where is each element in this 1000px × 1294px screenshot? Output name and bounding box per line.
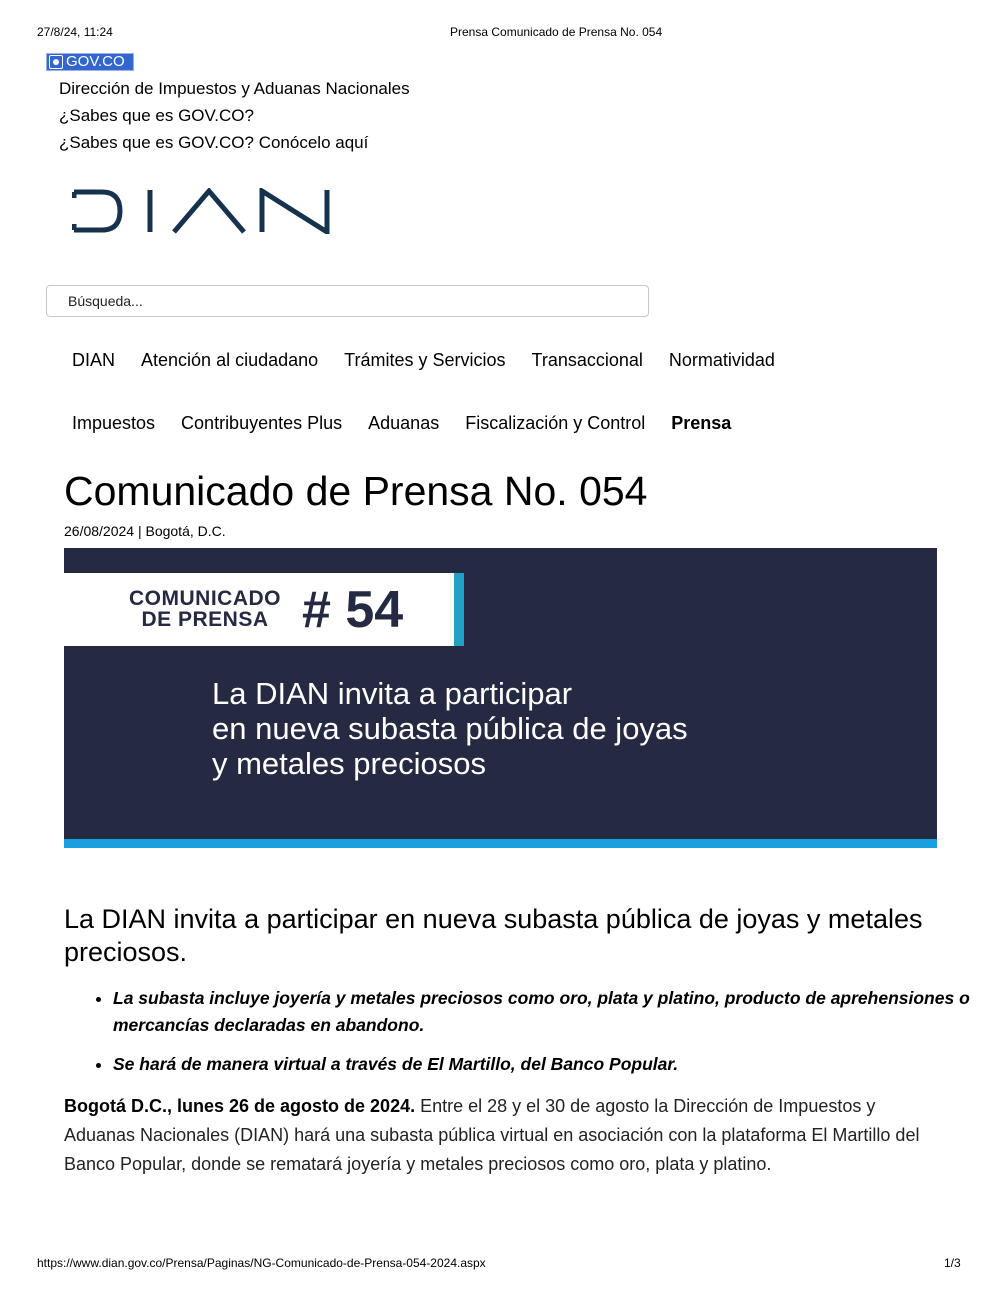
print-url: https://www.dian.gov.co/Prensa/Paginas/NG-Comunicado-de-Prensa-054-2024.aspx	[37, 1256, 486, 1270]
gov-co-label: GOV.CO	[66, 53, 125, 70]
nav-item-transaccional[interactable]: Transaccional	[531, 350, 643, 370]
page-title: Comunicado de Prensa No. 054	[64, 468, 648, 514]
about-govco-more-link[interactable]: ¿Sabes que es GOV.CO? Conócelo aquí	[59, 133, 369, 152]
banner-headline-line3: y metales preciosos	[212, 746, 486, 781]
article-highlights	[64, 985, 993, 1090]
banner-label-accent	[454, 573, 464, 646]
article-body	[64, 1092, 944, 1179]
main-nav-row-1	[72, 350, 801, 371]
press-release-banner	[64, 548, 937, 848]
banner-headline	[212, 676, 688, 781]
print-doc-title: Prensa Comunicado de Prensa No. 054	[450, 25, 663, 39]
article-meta: 26/08/2024 | Bogotá, D.C.	[64, 523, 226, 539]
print-datetime: 27/8/24, 11:24	[37, 25, 113, 39]
banner-headline-line1: La DIAN invita a participar	[212, 676, 573, 711]
nav-item-prensa[interactable]: Prensa	[671, 413, 732, 433]
banner-headline-line2: en nueva subasta pública de joyas	[212, 711, 688, 746]
banner-label	[129, 588, 281, 630]
search-input[interactable]: Búsqueda...	[46, 285, 649, 317]
nav-item-normatividad[interactable]: Normatividad	[668, 350, 775, 370]
banner-label-line1: COMUNICADO	[129, 587, 281, 610]
dian-logo-graphic	[72, 188, 332, 234]
colombia-seal-icon	[49, 55, 63, 69]
nav-item-dian[interactable]: DIAN	[72, 350, 116, 370]
dian-logo[interactable]	[72, 188, 332, 239]
banner-number: # 54	[302, 581, 404, 639]
nav-item-impuestos[interactable]: Impuestos	[72, 413, 156, 433]
entity-name-link[interactable]: Dirección de Impuestos y Aduanas Nacionales	[59, 79, 410, 98]
main-nav-row-2	[72, 413, 757, 434]
highlight-item: • Se hará de manera virtual a través de El Martillo, del Banco Popular.	[113, 1051, 993, 1078]
nav-item-tramites[interactable]: Trámites y Servicios	[344, 350, 506, 370]
highlight-item: • La subasta incluye joyería y metales preciosos como oro, plata y platino, producto de aprehensiones o mercancías declaradas en abandono.	[113, 985, 993, 1039]
about-govco-link[interactable]: ¿Sabes que es GOV.CO?	[59, 106, 254, 125]
nav-item-aduanas[interactable]: Aduanas	[368, 413, 440, 433]
body-paragraph: Entre el 28 y el 30 de agosto la Dirección de Impuestos y Aduanas Nacionales (DIAN) hará una subasta pública virtual en asociación con la plataforma El Martillo del Banco Popular, donde se rematará joyería y metales preciosos como oro, plata y platino.	[64, 1096, 920, 1174]
article-subtitle: La DIAN invita a participar en nueva subasta pública de joyas y metales preciosos.	[64, 904, 923, 967]
gov-co-badge[interactable]	[46, 53, 134, 71]
nav-item-contribuyentes[interactable]: Contribuyentes Plus	[181, 413, 343, 433]
print-page-number: 1/3	[944, 1256, 961, 1270]
banner-accent-strip	[64, 839, 937, 848]
nav-item-atencion[interactable]: Atención al ciudadano	[141, 350, 319, 370]
banner-label-line2: DE PRENSA	[141, 608, 269, 631]
nav-item-fiscalizacion[interactable]: Fiscalización y Control	[465, 413, 646, 433]
body-lead: Bogotá D.C., lunes 26 de agosto de 2024.	[64, 1096, 416, 1116]
